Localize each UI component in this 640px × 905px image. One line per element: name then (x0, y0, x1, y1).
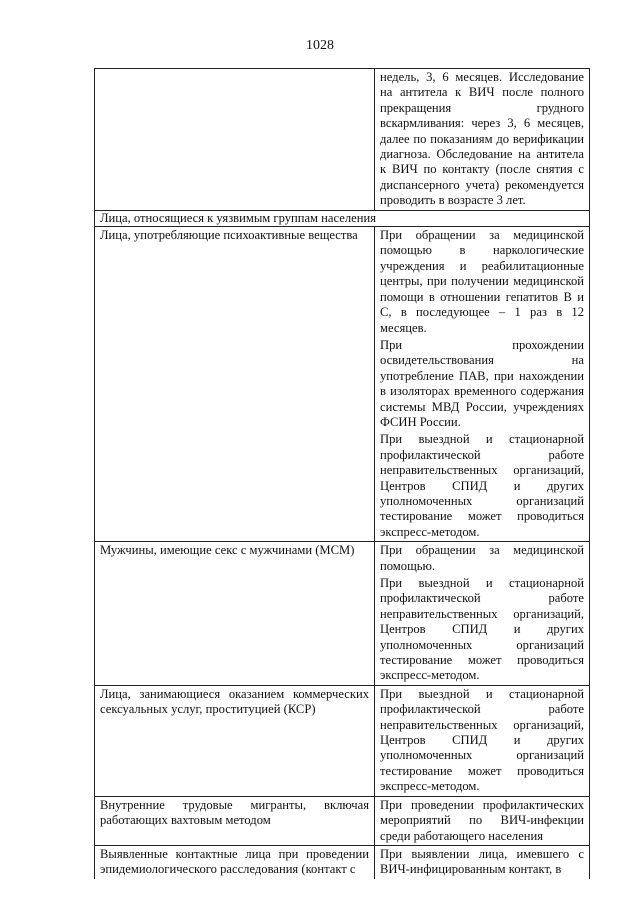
recommendation-cell-ksr (375, 685, 590, 796)
table-row-continuation (95, 69, 590, 211)
table-row-msm (95, 542, 590, 686)
group-cell-migrants: Внутренние трудовые мигранты, включая работающих вахтовым методом (95, 796, 375, 845)
table-section-row (95, 210, 590, 226)
page-number: 1028 (306, 38, 334, 53)
section-header-cell: Лица, относящиеся к уязвимым группам населения (95, 210, 590, 226)
recommendation-paragraph: При выездной и стационарной профилактической работе неправительственных организаций, Центров СПИД и других уполномоченных организаций тестирование может проводиться экспресс-методом. (380, 576, 584, 683)
recommendation-paragraph: При выездной и стационарной профилактической работе неправительственных организаций, Центров СПИД и других уполномоченных организаций тестирование может проводиться экспресс-методом. (380, 686, 584, 794)
table-row-ksr (95, 685, 590, 796)
recommendation-cell-msm (375, 542, 590, 686)
group-cell-pav: Лица, употребляющие психоактивные вещества (95, 227, 375, 542)
continuation-text: недель, 3, 6 месяцев. Исследование на антитела к ВИЧ после полного прекращения грудного вскармливания: через 3, 6 месяцев, далее по показаниям до верификации диагноза. Обследование на антитела к ВИЧ по контакту (после снятия с диспансерного учета) рекомендуется проводить в возрасте 3 лет. (380, 70, 584, 208)
recommendation-paragraph: При проведении профилактических мероприятий по ВИЧ-инфекции среди работающего населения (380, 797, 584, 843)
continuation-recommendation-cell (375, 69, 590, 211)
continuation-group-cell (95, 69, 375, 211)
recommendation-paragraph: При обращении за медицинской помощью. (380, 543, 584, 573)
recommendation-cell-contacts (375, 845, 590, 878)
recommendation-cell-pav (375, 227, 590, 542)
group-cell-msm: Мужчины, имеющие секс с мужчинами (МСМ) (95, 542, 375, 686)
table-row-pav (95, 227, 590, 542)
recommendation-paragraph: При выездной и стационарной профилактической работе неправительственных организаций, Центров СПИД и других уполномоченных организаций тестирование может проводиться экспресс-методом. (380, 432, 584, 539)
table-row-contacts (95, 845, 590, 878)
group-cell-ksr: Лица, занимающиеся оказанием коммерческих сексуальных услуг, проституцией (КСР) (95, 685, 375, 796)
recommendation-cell-migrants (375, 796, 590, 845)
group-cell-contacts: Выявленные контактные лица при проведении эпидемиологического расследования (контакт с (95, 845, 375, 878)
screening-table (94, 68, 590, 879)
recommendation-paragraph: При обращении за медицинской помощью в наркологические учреждения и реабилитационные центры, при получении медицинской помощи в отношении гепатитов В и С, в последующее – 1 раз в 12 месяцев. (380, 228, 584, 335)
recommendation-paragraph: При прохождении освидетельствования на употребление ПАВ, при нахождении в изоляторах временного содержания системы МВД России, учреждениях ФСИН России. (380, 337, 584, 429)
table-row-migrants (95, 796, 590, 845)
recommendation-paragraph: При выявлении лица, имевшего с ВИЧ-инфицированным контакт, в (380, 846, 584, 877)
